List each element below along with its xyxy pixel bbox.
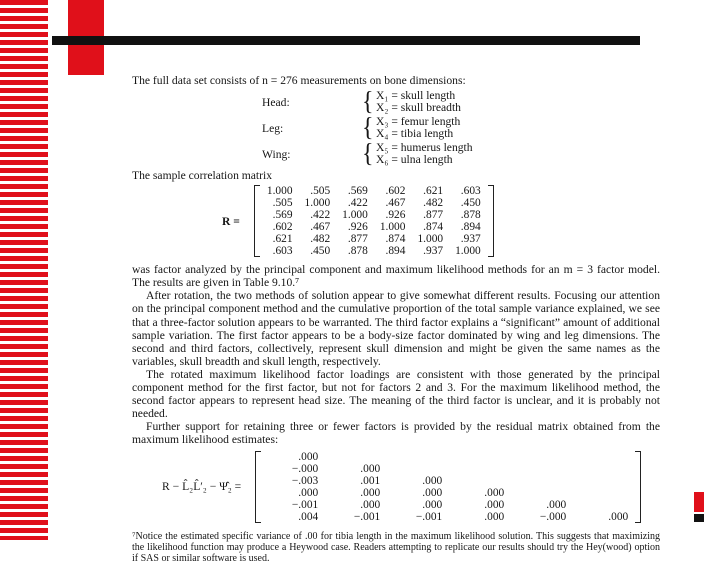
matrix-cell — [510, 487, 572, 499]
matrix-cell: .000 — [484, 498, 505, 511]
residual-matrix-block — [162, 451, 660, 523]
matrix-cell: .505 — [310, 185, 331, 198]
matrix-cell: −.000 — [291, 462, 319, 475]
matrix-cell — [572, 499, 634, 511]
matrix-cell — [324, 451, 386, 463]
matrix-cell: .000 — [422, 486, 443, 499]
matrix-cell — [510, 475, 572, 487]
matrix-row — [261, 209, 487, 221]
correlation-matrix-block — [222, 185, 660, 257]
variable-def: X₃ = femur length — [376, 115, 461, 129]
matrix-cell: −.001 — [291, 498, 319, 511]
brace-icon: { — [362, 113, 374, 143]
matrix-cell: .000 — [422, 498, 443, 511]
paragraph-4: Further support for retaining three or fewer factors is provided by the residual matrix obtained from the maximum likelihood estimates: — [132, 420, 660, 447]
matrix-cell: .450 — [460, 197, 481, 210]
matrix-row — [261, 197, 487, 209]
group-wing — [132, 141, 660, 167]
decorative-red-mark — [694, 492, 704, 512]
matrix-cell: .000 — [484, 486, 505, 499]
variable-def: X₆ = ulna length — [376, 153, 453, 167]
matrix-cell: .878 — [347, 245, 368, 258]
variable-def: X₅ = humerus length — [376, 141, 473, 155]
matrix-row — [261, 221, 487, 233]
residual-matrix — [255, 451, 641, 523]
matrix-cell: .878 — [460, 209, 481, 222]
brace-icon: { — [362, 87, 374, 117]
paragraph-1: was factor analyzed by the principal component and maximum likelihood methods for an m = 3 factor model. The results are given in Table 9.10.⁷ — [132, 263, 660, 290]
matrix-cell: .000 — [484, 510, 505, 523]
variable-groups — [132, 89, 660, 167]
matrix-row — [262, 451, 634, 463]
paragraph-3: The rotated maximum likelihood factor loadings are consistent with those generated by the principal component method for the first factor, but not for factors 2 and 3. For the maximum likelihood method, the second factor appears to represent head size. The meaning of the third factor is unclear, and it is probably not needed. — [132, 367, 660, 421]
matrix-cell: .482 — [310, 233, 331, 246]
paragraph-2: After rotation, the two methods of solution appear to give somewhat different results. Focusing our attention on the principal component method and the cumulative proportion of the total sample variance explained, we see that a three-factor solution appears to be warranted. The third factor explains a “significant” amount of additional sample variation. The first factor appears to be a body-size factor dominated by wing and leg dimensions. The second and third factors, collectively, represent skull dimension and might be given the same names as the variables, skull breadth and skull length, respectively. — [132, 289, 660, 368]
matrix-cell: .422 — [310, 209, 331, 222]
matrix-cell: 1.000 — [266, 185, 293, 198]
matrix-cell — [386, 451, 448, 463]
residual-label: R − L̂₂L̂′₂ − Ψ̂₂ = — [162, 479, 242, 493]
matrix-row — [262, 511, 634, 523]
matrix-cell — [510, 451, 572, 463]
matrix-cell: .004 — [298, 510, 319, 523]
group-head — [132, 89, 660, 115]
decorative-black-bar — [52, 36, 640, 45]
decorative-stripes — [0, 0, 48, 540]
matrix-row — [262, 463, 634, 475]
matrix-label: R = — [222, 214, 240, 228]
matrix-cell: .926 — [385, 209, 406, 222]
matrix-cell — [386, 463, 448, 475]
matrix-cell — [572, 475, 634, 487]
matrix-cell: .877 — [423, 209, 444, 222]
matrix-cell: .450 — [310, 245, 331, 258]
matrix-row — [261, 233, 487, 245]
matrix-cell: .894 — [460, 221, 481, 234]
matrix-cell: .894 — [385, 245, 406, 258]
matrix-cell — [448, 475, 510, 487]
matrix-cell: .000 — [298, 486, 319, 499]
matrix-row — [261, 185, 487, 197]
matrix-cell: .467 — [310, 221, 331, 234]
group-label: Leg: — [262, 121, 284, 135]
residual-table — [262, 451, 634, 523]
matrix-row — [262, 499, 634, 511]
correlation-matrix — [254, 185, 494, 257]
variable-def: X₄ = tibia length — [376, 127, 454, 141]
matrix-cell: .000 — [546, 498, 567, 511]
matrix-cell: .937 — [423, 245, 444, 258]
matrix-cell — [572, 463, 634, 475]
matrix-cell: 1.000 — [304, 197, 331, 210]
corr-title: The sample correlation matrix — [132, 169, 273, 183]
matrix-row — [262, 475, 634, 487]
matrix-cell: .467 — [385, 197, 406, 210]
matrix-cell: .603 — [272, 245, 293, 258]
correlation-table — [261, 185, 487, 257]
matrix-cell: 1.000 — [417, 233, 444, 246]
matrix-cell: .422 — [347, 197, 368, 210]
matrix-cell: .000 — [360, 486, 381, 499]
matrix-cell: 1.000 — [342, 209, 368, 222]
matrix-cell: −.000 — [539, 510, 567, 523]
matrix-cell: .602 — [272, 221, 293, 234]
matrix-cell: −.001 — [415, 510, 443, 523]
document-page — [132, 74, 660, 564]
intro-text: The full data set consists of n = 276 measurements on bone dimensions: — [132, 74, 466, 87]
matrix-cell: .001 — [360, 474, 381, 487]
matrix-cell: .602 — [385, 185, 406, 198]
decorative-black-mark — [694, 514, 704, 522]
matrix-row — [261, 245, 487, 257]
matrix-cell: 1.000 — [379, 221, 406, 234]
variable-def: X₁ = skull length — [376, 89, 456, 103]
group-label: Head: — [262, 95, 290, 109]
matrix-cell: .482 — [423, 197, 444, 210]
matrix-cell: .000 — [360, 462, 381, 475]
matrix-cell: .874 — [423, 221, 444, 234]
matrix-cell: −.001 — [353, 510, 381, 523]
matrix-cell: .569 — [272, 209, 293, 222]
matrix-cell — [448, 451, 510, 463]
matrix-cell: .569 — [347, 185, 368, 198]
group-label: Wing: — [262, 147, 291, 161]
matrix-cell: .000 — [298, 450, 319, 463]
matrix-cell — [448, 463, 510, 475]
group-leg — [132, 115, 660, 141]
matrix-cell: .000 — [608, 510, 629, 523]
matrix-cell: .603 — [460, 185, 481, 198]
matrix-cell: .000 — [422, 474, 443, 487]
matrix-cell: .926 — [347, 221, 368, 234]
matrix-row — [262, 487, 634, 499]
matrix-cell: 1.000 — [455, 245, 481, 258]
matrix-cell: −.003 — [291, 474, 319, 487]
brace-icon: { — [362, 139, 374, 169]
matrix-cell: .877 — [347, 233, 368, 246]
matrix-cell — [510, 463, 572, 475]
matrix-cell: .937 — [460, 233, 481, 246]
footnote: ⁷Notice the estimated specific variance of .00 for tibia length in the maximum likelihood solution. This suggests that maximizing the likelihood function may produce a Heywood case. Readers attempting to replicate our results should try the Hey(wood) option if SAS or similar software is used. — [132, 530, 660, 564]
variable-def: X₂ = skull breadth — [376, 101, 461, 115]
matrix-cell: .621 — [272, 233, 293, 246]
matrix-cell — [572, 487, 634, 499]
matrix-cell: .000 — [360, 498, 381, 511]
matrix-cell — [572, 451, 634, 463]
matrix-cell: .621 — [423, 185, 444, 198]
matrix-cell: .874 — [385, 233, 406, 246]
matrix-cell: .505 — [272, 197, 293, 210]
